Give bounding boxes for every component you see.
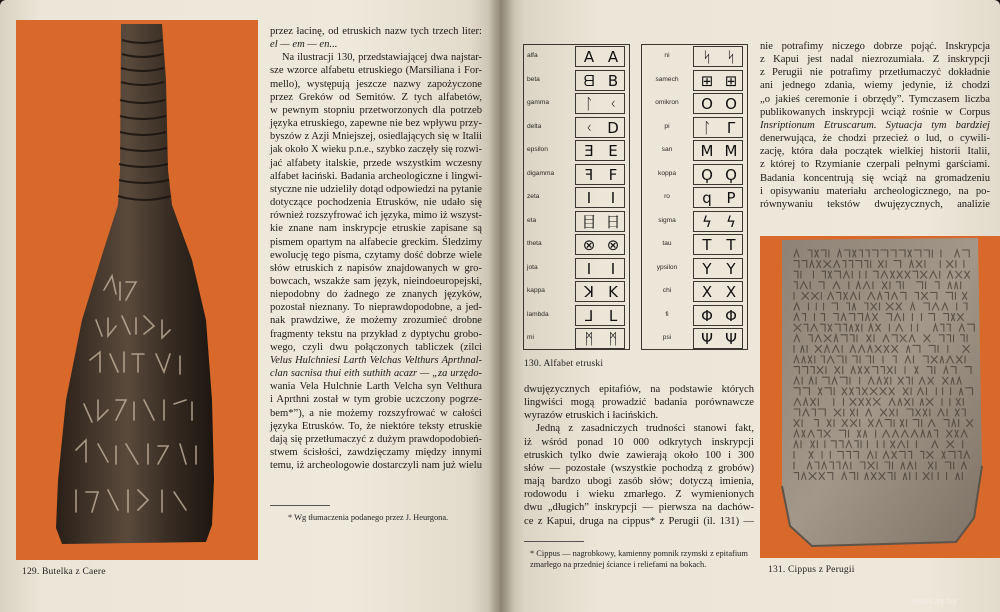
letter-glyphs bbox=[693, 258, 743, 279]
letter-glyphs bbox=[693, 46, 743, 67]
left-footnote: * Wg tłumaczenia podanego przez J. Heurgona. bbox=[288, 513, 449, 522]
text-line: słów etruskich z napisów znajdowanych w gro- bbox=[270, 262, 482, 274]
text-line: dwu „długich” inskrypcji — pierwsza na dachów- bbox=[524, 502, 754, 514]
text-line: alfabet łaciński. Badania archeologiczne i lingwi- bbox=[270, 170, 482, 182]
text-line: niepodobny do żadnego ze znanych języków, bbox=[270, 289, 482, 301]
text-line: styczne nie udzieliły dotąd odpowiedzi na pytanie bbox=[270, 183, 482, 195]
letter-name: kappa bbox=[527, 287, 545, 294]
alphabet-row-chi bbox=[642, 280, 747, 304]
letter-glyphs bbox=[693, 164, 743, 185]
letter-glyph: L bbox=[608, 306, 618, 325]
text-line: i Aprthni został w tym grobie uczczony pogrze- bbox=[270, 394, 482, 406]
text-line: języka Etrusków. To, że niektóre teksty etruskie bbox=[270, 420, 482, 432]
letter-glyph: q bbox=[702, 189, 712, 207]
text-line: lingwiści mogą prowadzić badania porównawcze bbox=[524, 397, 754, 409]
letter-glyphs bbox=[575, 258, 625, 279]
letter-name: zeta bbox=[527, 193, 540, 200]
text-line: równywaniu tekstów dwujęzycznych, analizie bbox=[760, 198, 990, 210]
letter-glyph: Y bbox=[702, 259, 712, 278]
alphabet-row-theta bbox=[524, 233, 629, 257]
left-text-column bbox=[270, 25, 482, 472]
alphabet-row-delta bbox=[524, 116, 629, 140]
letter-name: eta bbox=[527, 216, 537, 224]
text-line: jak około X wieku p.n.e., szybko zaczęły się rozwi- bbox=[270, 144, 482, 156]
letter-glyphs bbox=[575, 46, 625, 67]
alphabet-row-lambda bbox=[524, 304, 629, 328]
alphabet-row-kappa bbox=[524, 280, 629, 304]
letter-glyph: I bbox=[586, 259, 592, 278]
alphabet-row-digamma bbox=[524, 163, 629, 187]
letter-glyph: Ϙ bbox=[701, 165, 713, 184]
alphabet-row-ni bbox=[642, 45, 747, 69]
alphabet-row-ro bbox=[642, 186, 747, 210]
alphabet-column-left bbox=[523, 44, 630, 350]
text-line: clan sacnisa thui eith suthith acazr — „za urzędo- bbox=[270, 368, 482, 380]
book-gutter bbox=[488, 0, 514, 612]
text-line: Jedną z zasadniczych trudności stanowi fakt, bbox=[536, 423, 754, 435]
letter-glyph: ⊗ bbox=[582, 236, 596, 254]
letter-glyphs bbox=[575, 140, 625, 161]
text-line: mello), występują jeszcze nazwy zapożyczone bbox=[270, 78, 482, 90]
alphabet-row-epsilon bbox=[524, 139, 629, 163]
letter-glyph: B bbox=[607, 71, 619, 90]
text-line: stwem ścisłości, zawdzięczamy między innymi bbox=[270, 447, 482, 458]
letter-glyph: M bbox=[724, 142, 738, 160]
letter-name: tau bbox=[662, 240, 672, 247]
alphabet-column-right bbox=[641, 44, 748, 350]
text-line: bem*”), a nie możemy rozszyfrować w całości bbox=[270, 407, 482, 419]
letter-glyphs bbox=[693, 328, 743, 349]
text-line: „o jakieś ceremonie i obrzędy”. Tymczasem liczba bbox=[760, 93, 990, 105]
figure-131-caption: 131. Cippus z Perugii bbox=[768, 565, 855, 575]
watermark: www.ay.by bbox=[912, 596, 958, 606]
letter-glyph: F bbox=[608, 165, 618, 184]
letter-glyphs bbox=[575, 211, 625, 232]
letter-glyphs bbox=[575, 164, 625, 185]
letter-glyphs bbox=[693, 234, 743, 255]
alphabet-row-psi bbox=[642, 327, 747, 351]
letter-glyph: ᚲ bbox=[584, 118, 594, 137]
letter-name: san bbox=[661, 146, 673, 153]
letter-glyph: I bbox=[586, 189, 592, 207]
letter-name: ro bbox=[664, 193, 670, 200]
letter-glyph: E bbox=[608, 142, 618, 160]
letter-glyph: 目 bbox=[581, 212, 597, 231]
letter-glyphs bbox=[693, 305, 743, 326]
letter-glyphs bbox=[693, 117, 743, 138]
letter-glyph: O bbox=[725, 95, 737, 113]
text-line: temu, iż archeologowie dostarczyli nam już wielu bbox=[270, 460, 482, 472]
alphabet-row-beta bbox=[524, 69, 629, 93]
right-text-column bbox=[760, 40, 990, 211]
bottle-illustration bbox=[16, 20, 258, 560]
letter-name: theta bbox=[527, 240, 542, 247]
text-line: ani jednego zdania, wiemy jedynie, iż chodzi bbox=[760, 80, 990, 92]
letter-name: fi bbox=[665, 310, 669, 318]
alphabet-row-alfa bbox=[524, 45, 629, 69]
text-line: słów — pozostałe (wszystkie pochodzą z grobów) bbox=[524, 462, 754, 474]
letter-glyph: Ǝ bbox=[584, 142, 594, 160]
letter-name: koppa bbox=[658, 169, 676, 177]
letter-glyphs bbox=[575, 93, 625, 114]
text-line: el — em — en... bbox=[270, 39, 338, 51]
letter-name: delta bbox=[527, 122, 542, 130]
letter-glyph: ᛋ bbox=[726, 48, 736, 66]
text-line: etruskich tylko dwie zawierają około 100 i 300 bbox=[524, 449, 754, 461]
letter-glyphs bbox=[693, 211, 743, 232]
letter-name: sigma bbox=[658, 216, 676, 224]
figure-130-caption: 130. Alfabet etruski bbox=[524, 359, 604, 369]
text-line: ewolucję tego pisma, czytamy dość dobrze wiele bbox=[270, 249, 482, 261]
text-line: denerwująca, że chodzi przecież o lud, o cywili- bbox=[760, 133, 990, 145]
letter-glyphs bbox=[693, 187, 743, 208]
letter-glyphs bbox=[575, 187, 625, 208]
text-line: zację, która dała początek wielkiej historii Italii, bbox=[760, 146, 990, 158]
footnote-rule bbox=[270, 505, 330, 506]
text-line: sze wzorce alfabetu etruskiego (Marsiliana i For- bbox=[270, 65, 482, 77]
alphabet-row-jota bbox=[524, 257, 629, 281]
letter-name: digamma bbox=[527, 169, 555, 177]
letter-glyph: ⅃ bbox=[584, 306, 594, 325]
etruscan-alphabet-table bbox=[523, 44, 749, 350]
letter-glyph: ᚲ bbox=[608, 95, 618, 113]
letter-glyph: A bbox=[583, 48, 595, 66]
text-line: z Kapui jest nadal niezrozumiała. Z inskrypcji bbox=[760, 54, 990, 66]
text-line: z Perugii nie potrafimy przetłumaczyć dokładnie bbox=[760, 67, 990, 79]
text-line: pozostał nieznany. To nieprawdopodobne, a jed- bbox=[270, 302, 482, 314]
text-line: dwujęzycznych epitafiów, na podstawie których bbox=[524, 384, 754, 395]
figure-bottle-from-caere bbox=[16, 20, 258, 560]
letter-name: ypsilon bbox=[656, 263, 678, 271]
letter-glyph: ⊞ bbox=[700, 71, 714, 90]
alphabet-row-koppa bbox=[642, 163, 747, 187]
text-line: ce z Kapui, druga na cippus* z Perugii (il. 131) — bbox=[524, 515, 754, 527]
letter-glyphs bbox=[693, 281, 743, 302]
letter-name: psi bbox=[662, 334, 672, 341]
letter-name: lambda bbox=[527, 310, 549, 318]
text-line: Badania koncentrują się wciąż na gromadzeniu bbox=[760, 172, 990, 184]
letter-glyph: Γ bbox=[726, 118, 736, 137]
footnote-rule bbox=[524, 541, 584, 542]
middle-text-column bbox=[524, 383, 754, 528]
text-line: kie znane nam inskrypcje etruskie zapisane są bbox=[270, 223, 482, 235]
text-line: wania Vela Hulchnie Larth Velcha syn Velthura bbox=[270, 381, 482, 393]
letter-glyphs bbox=[693, 140, 743, 161]
letter-glyph: ᗺ bbox=[583, 71, 595, 90]
text-line: nak prawdziwe, że możemy zrozumieć drobne bbox=[270, 315, 482, 327]
letter-glyph: Φ bbox=[701, 306, 713, 325]
letter-glyphs bbox=[575, 234, 625, 255]
letter-glyph: X bbox=[725, 283, 737, 301]
text-line: przez łacinę, od etruskich nazw tych trzech liter: bbox=[270, 26, 482, 37]
middle-footnote: * Cippus — nagrobkowy, kamienny pomnik rzymski z epitafium zmarłego na przedniej ściance i reliefami na bokach. bbox=[530, 549, 748, 569]
letter-glyph: K bbox=[608, 283, 618, 301]
letter-glyph: Φ bbox=[725, 306, 737, 325]
letter-glyph: I bbox=[610, 259, 616, 278]
letter-name: pi bbox=[664, 122, 670, 130]
letter-glyph: ꟻ bbox=[584, 165, 594, 184]
text-line: i opisywaniu materiału archeologicznego, na po- bbox=[760, 185, 990, 197]
letter-glyph: ϟ bbox=[702, 212, 712, 231]
letter-name: alfa bbox=[527, 52, 538, 59]
alphabet-row-gamma bbox=[524, 92, 629, 116]
letter-glyphs bbox=[575, 281, 625, 302]
text-line: pismem opartym na alfabecie greckim. Śledzimy bbox=[270, 236, 482, 248]
letter-glyph: ϟ bbox=[726, 212, 736, 231]
text-line: przez Greków od Semitów. Z tych alfabetów, bbox=[270, 91, 482, 103]
letter-glyph: P bbox=[726, 189, 736, 207]
letter-glyphs bbox=[693, 70, 743, 91]
alphabet-row-sigma bbox=[642, 210, 747, 234]
text-line: Velus Hulchniesi Larth Velchas Velthurs Aprthnal- bbox=[270, 354, 482, 366]
letter-glyph: ⊞ bbox=[724, 71, 738, 90]
alphabet-row-samech bbox=[642, 69, 747, 93]
letter-glyphs bbox=[575, 70, 625, 91]
text-line: w pewnym stopniu przetworzonych dla potrzeb bbox=[270, 104, 482, 116]
alphabet-row-san bbox=[642, 139, 747, 163]
letter-glyphs bbox=[575, 305, 625, 326]
letter-name: samech bbox=[655, 75, 679, 83]
letter-glyph: ᛚ bbox=[702, 118, 712, 137]
text-line: mają bardzo ubogi zasób słów; dotyczą imienia, bbox=[524, 476, 754, 488]
figure-cippus-from-perugia bbox=[760, 236, 1000, 558]
letter-name: chi bbox=[662, 287, 672, 294]
letter-glyph: T bbox=[726, 236, 736, 254]
letter-glyphs bbox=[575, 117, 625, 138]
letter-glyph: ⊗ bbox=[606, 236, 620, 254]
letter-glyph: A bbox=[607, 48, 619, 66]
letter-name: mi bbox=[527, 334, 534, 341]
text-line: Na ilustracji 130, przedstawiającej dwa najstar- bbox=[282, 52, 482, 64]
text-line: również rozszyfrować ich języka, mimo iż wszyst- bbox=[270, 210, 482, 222]
letter-name: omikron bbox=[655, 99, 679, 106]
letter-glyph: 日 bbox=[605, 212, 621, 231]
letter-glyph: X bbox=[701, 283, 713, 301]
text-line: jać alfabety italskie, przede wszystkim wczesny bbox=[270, 157, 482, 169]
letter-glyph: Ψ bbox=[725, 330, 737, 348]
letter-glyph: T bbox=[702, 236, 712, 254]
cippus-illustration bbox=[760, 236, 1000, 558]
letter-name: gamma bbox=[527, 99, 549, 106]
letter-name: beta bbox=[527, 75, 540, 83]
figure-129-caption: 129. Butelka z Caere bbox=[22, 567, 106, 577]
alphabet-row-omikron bbox=[642, 92, 747, 116]
text-line: z której to Rzymianie czerpali pełnymi garściami. bbox=[760, 159, 990, 171]
letter-glyph: ᛗ bbox=[608, 330, 618, 348]
text-line: publikowanych inskrypcji wciąż rośnie w Corpus bbox=[760, 106, 990, 118]
text-line: byszów z Azji Mniejszej, osiedlających się w Italii bbox=[270, 131, 482, 143]
letter-glyph: ᛗ bbox=[584, 330, 594, 348]
alphabet-row-fi bbox=[642, 304, 747, 328]
letter-glyph: ᛚ bbox=[584, 95, 594, 113]
letter-glyph: ᛋ bbox=[702, 48, 712, 66]
letter-glyph: D bbox=[607, 118, 619, 137]
letter-glyph: Ψ bbox=[701, 330, 713, 348]
text-line: bowcach, wszakże sam język, nieindoeuropejski, bbox=[270, 275, 482, 287]
letter-name: jota bbox=[527, 263, 538, 271]
letter-glyphs bbox=[575, 328, 625, 349]
letter-glyph: M bbox=[700, 142, 714, 160]
alphabet-row-tau bbox=[642, 233, 747, 257]
text-line: rodowodu i wieku zmarłego. Z wymienionych bbox=[524, 489, 754, 501]
text-line: wego, czyli dwu połączonych tabliczek (zilci bbox=[270, 341, 482, 353]
alphabet-row-eta bbox=[524, 210, 629, 234]
letter-glyphs bbox=[693, 93, 743, 114]
text-line: wyrazów etruskich i łacińskich. bbox=[524, 410, 659, 422]
text-line: dają się przetłumaczyć z dużym prawdopodobień- bbox=[270, 433, 482, 445]
letter-name: ni bbox=[664, 52, 670, 59]
letter-name: epsilon bbox=[527, 146, 548, 153]
letter-glyph: O bbox=[701, 95, 713, 113]
text-line: nie potrafimy niczego dobrze pojąć. Inskrypcja bbox=[760, 41, 990, 52]
letter-glyph: Y bbox=[726, 259, 736, 278]
alphabet-row-ypsilon bbox=[642, 257, 747, 281]
letter-glyph: I bbox=[610, 189, 616, 207]
text-line: Insriptionum Etruscarum. Sytuacja tym bardziej bbox=[760, 119, 990, 131]
text-line: dotyczące pochodzenia Etrusków, nie udało się bbox=[270, 197, 482, 209]
alphabet-row-mi bbox=[524, 327, 629, 351]
letter-glyph: Ϙ bbox=[725, 165, 737, 184]
alphabet-row-pi bbox=[642, 116, 747, 140]
alphabet-row-zeta bbox=[524, 186, 629, 210]
letter-glyph: ꓘ bbox=[584, 283, 594, 301]
text-line: fragmenty tekstu na przykład z dyptychu grobo- bbox=[270, 328, 482, 340]
text-line: iż wśród ponad 10 000 odkrytych inskrypcji bbox=[524, 436, 754, 448]
text-line: języka etruskiego, zapewne nie bez wpływu przy- bbox=[270, 118, 482, 130]
